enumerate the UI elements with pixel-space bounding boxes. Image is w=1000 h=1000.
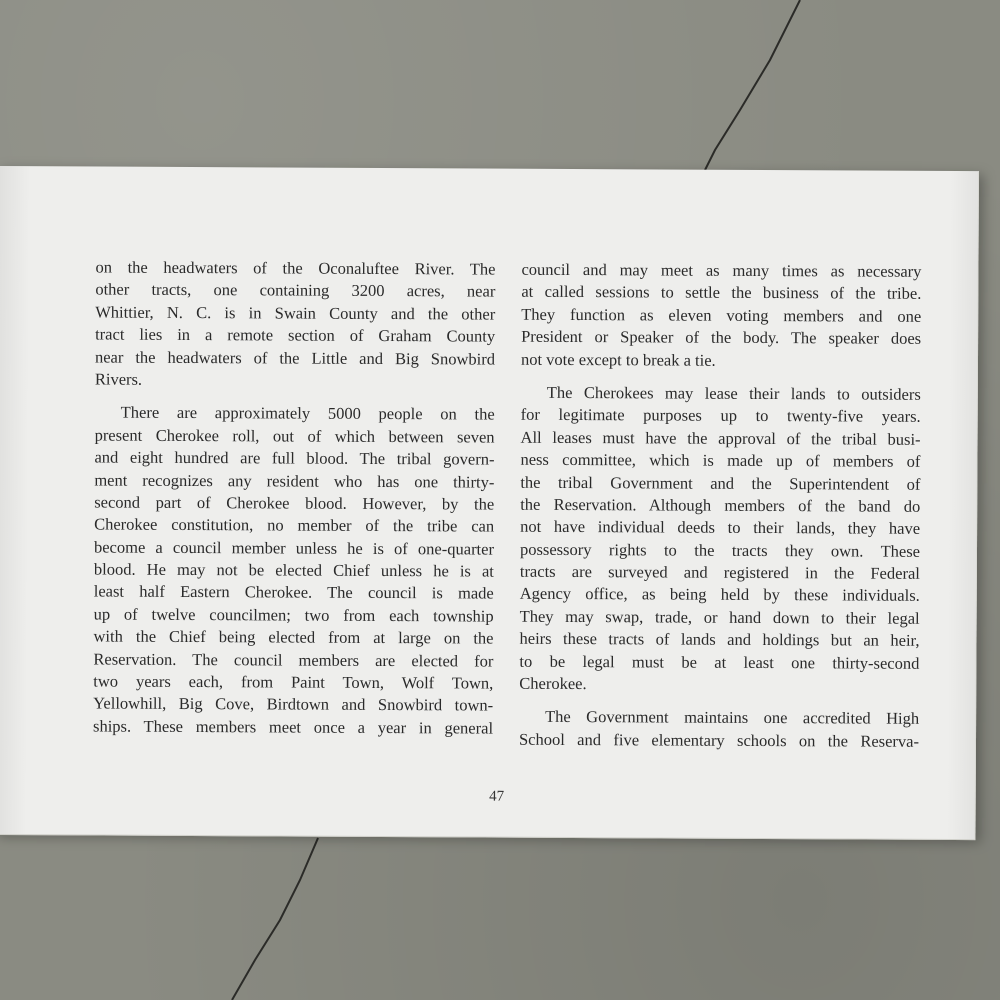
text-line: The Cherokees may lease their lands to outsiders (546, 382, 921, 404)
text-line: President or Speaker of the body. The speaker does (521, 326, 922, 348)
text-line: School and five elementary schools on the Reserva- (518, 729, 920, 751)
text-line: ships. These members meet once a year in general (93, 716, 494, 738)
text-line: possessory rights to the tracts they own. These (519, 539, 921, 561)
text-line: second part of Cherokee blood. However, by the (94, 492, 495, 514)
text-line: There are approximately 5000 people on the (120, 402, 495, 424)
text-line: not have individual deeds to their lands, they have (520, 517, 921, 539)
text-line: and eight hundred are full blood. The tribal govern- (94, 447, 495, 469)
text-line: on the headwaters of the Oconaluftee River. The (95, 257, 496, 279)
text-line: other tracts, one containing 3200 acres, near (95, 279, 496, 301)
text-line: Cherokee constitution, no member of the tribe can (94, 514, 495, 536)
text-line: Yellowhill, Big Cove, Birdtown and Snowbird town- (93, 693, 494, 716)
text-line: the tribal Government and the Superintendent of (520, 472, 921, 494)
text-line: Agency office, as being held by these individuals. (519, 584, 920, 606)
page-number: 47 (489, 788, 505, 805)
text-line: ness committee, which is made up of members of (520, 449, 921, 471)
text-line: They function as eleven voting members and one (521, 304, 922, 326)
text-line: Cherokee. (519, 673, 587, 694)
text-line: They may swap, trade, or hand down to their legal (519, 606, 920, 628)
text-line: council and may meet as many times as necessary (521, 259, 922, 281)
right-column (519, 259, 922, 753)
text-line: for legitimate purposes up to twenty-five years. (520, 405, 921, 427)
text-line: All leases must have the approval of the tribal busi- (520, 427, 921, 449)
left-column (93, 257, 496, 740)
text-line: not vote except to break a tie. (520, 349, 716, 370)
text-line: at called sessions to settle the business of the tribe. (521, 282, 922, 304)
text-line: tracts are surveyed and registered in the Federal (519, 561, 920, 583)
text-line: tract lies in a remote section of Graham County (95, 324, 496, 346)
text-line: with the Chief being elected from at large on the (93, 626, 494, 648)
text-line: Reservation. The council members are elected for (93, 649, 494, 671)
text-line: to be legal must be at least one thirty-second (519, 651, 920, 673)
text-line: Rivers. (94, 369, 143, 389)
text-line: present Cherokee roll, out of which between seven (94, 425, 495, 447)
text-line: Whittier, N. C. is in Swain County and the other (95, 302, 496, 324)
text-line: become a council member unless he is of one-quarter (93, 537, 495, 559)
text-line: least half Eastern Cherokee. The council is made (93, 581, 494, 604)
text-line: two years each, from Paint Town, Wolf Town, (93, 671, 494, 693)
text-line: up of twelve councilmen; two from each township (93, 604, 494, 626)
text-line: the Reservation. Although members of the band do (520, 494, 921, 516)
text-line: ment recognizes any resident who has one thirty- (94, 470, 495, 492)
text-line: The Government maintains one accredited High (545, 707, 920, 729)
text-line: near the headwaters of the Little and Big Snowbird (94, 347, 496, 369)
text-line: heirs these tracts of lands and holdings but an heir, (519, 628, 920, 651)
book-page (0, 166, 979, 840)
text-line: blood. He may not be elected Chief unless he is at (93, 559, 494, 581)
